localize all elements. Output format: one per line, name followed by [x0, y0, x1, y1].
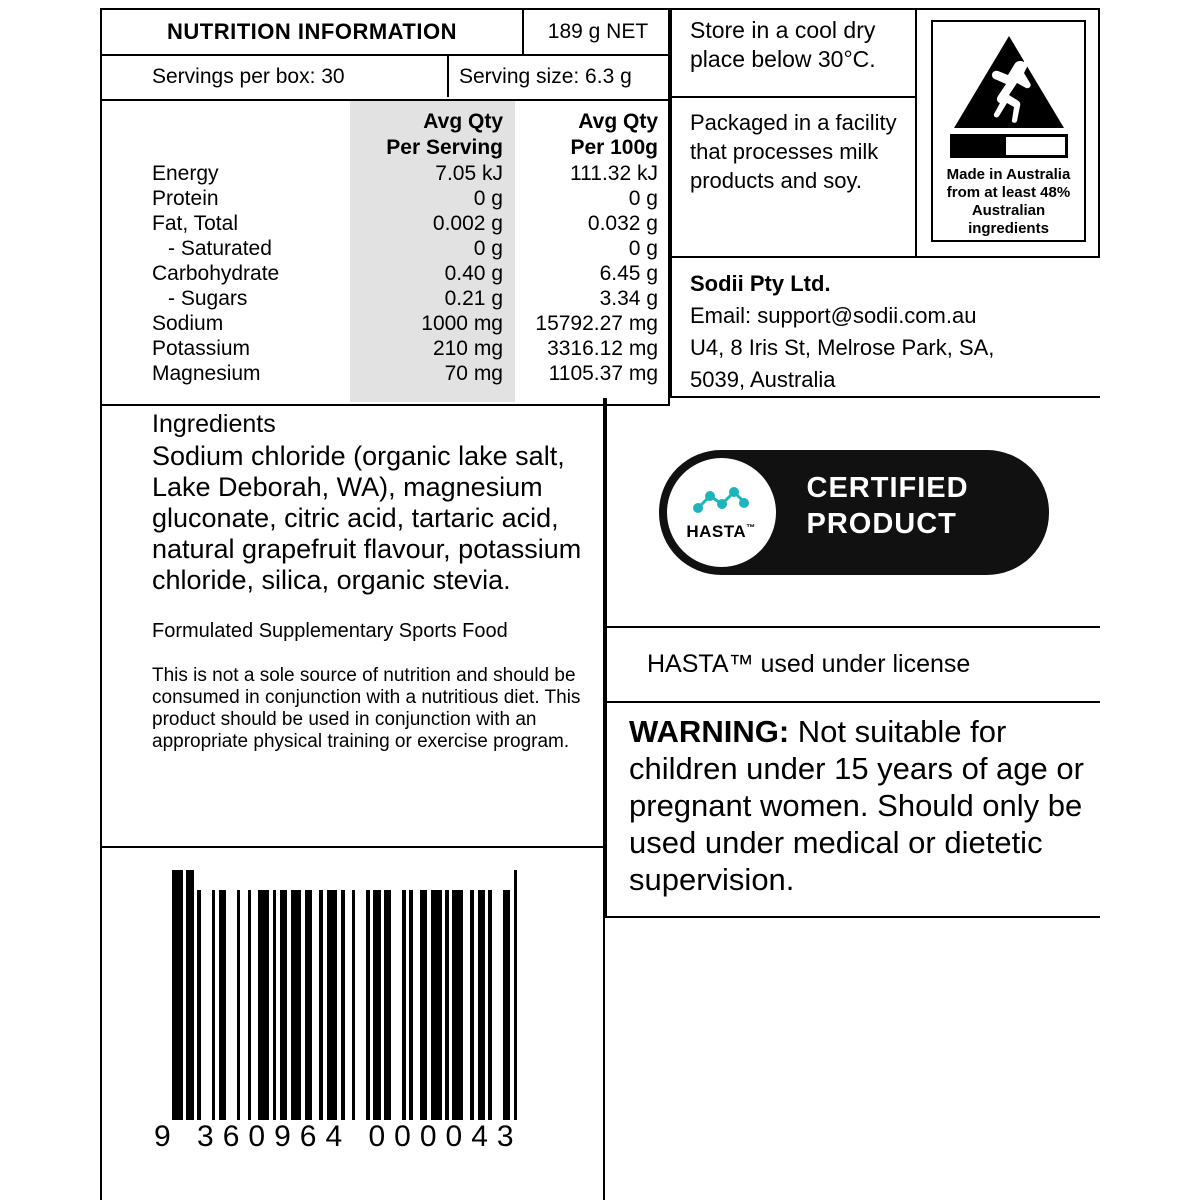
storage-instructions: Store in a cool dry place below 30°C. [670, 8, 915, 98]
hasta-badge-text [807, 470, 969, 542]
per-serving-header-line1: Avg Qty [423, 110, 503, 133]
hasta-brand: HASTA™ [686, 522, 756, 541]
nutrient-per-100g: 15792.27 mg [535, 312, 658, 335]
origin-percentage-bar [950, 134, 1068, 158]
table-row [102, 311, 672, 336]
hasta-certification-section [605, 398, 1100, 628]
nutrient-per-100g: 0.032 g [587, 212, 658, 235]
nutrient-rows [102, 161, 672, 386]
nutrient-per-100g: 0 g [628, 237, 658, 260]
per-100g-header [515, 109, 670, 161]
nutrient-per-serving: 7.05 kJ [435, 162, 503, 185]
nutrition-disclaimer: This is not a sole source of nutrition and should be consumed in conjunction with a nutritious diet. This product should be used in conjunction with an appropriate physical training or exercise program. [152, 665, 581, 752]
nutrient-per-serving: 1000 mg [421, 312, 503, 335]
nutrient-name: - Saturated [168, 237, 272, 260]
table-row [102, 161, 672, 186]
table-row [102, 361, 672, 386]
table-row [102, 336, 672, 361]
barcode-digits: 9 360964 000043 [154, 1120, 523, 1153]
ingredients-text: Sodium chloride (organic lake salt, Lake Deborah, WA), magnesium gluconate, citric acid, tartaric acid, natural grapefruit flavour, potassium chloride, silica, organic stevia. [152, 441, 582, 595]
per-100g-header-line2: Per 100g [570, 136, 658, 159]
nutrient-name: Sodium [152, 312, 224, 335]
nutrient-per-serving: 0.002 g [432, 212, 503, 235]
hasta-logo-circle [661, 452, 782, 573]
table-row [102, 286, 672, 311]
company-address-line2: 5039, Australia [690, 367, 836, 392]
nutrient-per-serving: 0.40 g [444, 262, 503, 285]
nip-table [100, 101, 670, 406]
table-row [102, 236, 672, 261]
per-serving-header [350, 109, 515, 161]
kangaroo-triangle-icon [950, 32, 1068, 132]
nutrient-name: - Sugars [168, 287, 248, 310]
nutrient-name: Potassium [152, 337, 251, 360]
servings-per-box: Servings per box: 30 [152, 64, 345, 88]
formulated-food-classification: Formulated Supplementary Sports Food [152, 620, 508, 642]
hasta-badge-line2: PRODUCT [806, 507, 957, 540]
nip-net-weight: 189 g NET [522, 10, 672, 54]
nutrient-per-100g: 3.34 g [599, 287, 658, 310]
company-email: Email: support@sodii.com.au [690, 303, 977, 328]
nutrient-per-100g: 6.45 g [599, 262, 658, 285]
nutrient-name: Fat, Total [152, 212, 238, 235]
per-serving-header-line2: Per Serving [386, 136, 503, 159]
nip-servings-row [100, 56, 670, 101]
company-details [670, 258, 1100, 398]
barcode-image [172, 870, 542, 1120]
company-name: Sodii Pty Ltd. [690, 271, 831, 296]
nip-title: NUTRITION INFORMATION [167, 19, 457, 44]
warning-statement [605, 703, 1100, 918]
nutrient-per-100g: 0 g [628, 187, 658, 210]
allergen-facility-statement: Packaged in a facility that processes milk products and soy. [670, 98, 915, 258]
serving-size: Serving size: 6.3 g [447, 56, 672, 97]
table-row [102, 261, 672, 286]
barcode-section [100, 848, 605, 1200]
ingredients-heading: Ingredients [152, 410, 276, 438]
nutrient-name: Carbohydrate [152, 262, 280, 285]
nip-title-row [100, 8, 670, 56]
nutrient-per-serving: 0.21 g [444, 287, 503, 310]
ingredients-section [100, 398, 605, 848]
nutrient-per-serving: 0 g [473, 187, 503, 210]
per-100g-header-line1: Avg Qty [578, 110, 658, 133]
nutrient-per-100g: 111.32 kJ [570, 162, 658, 185]
nutrient-per-serving: 0 g [473, 237, 503, 260]
hasta-dots-icon [686, 482, 756, 522]
nutrient-name: Protein [152, 187, 219, 210]
nutrient-per-serving: 70 mg [444, 362, 503, 385]
hasta-license-note: HASTA™ used under license [605, 628, 1100, 703]
country-of-origin-inner [931, 20, 1086, 242]
nutrient-per-100g: 3316.12 mg [547, 337, 658, 360]
nutrition-information-panel [100, 8, 670, 398]
country-of-origin-box [915, 8, 1100, 258]
country-of-origin-text: Made in Australia from at least 48% Australian ingredients [946, 166, 1071, 237]
hasta-badge-line1: CERTIFIED [806, 471, 969, 504]
nutrient-per-serving: 210 mg [432, 337, 503, 360]
warning-text: Not suitable for children under 15 years of age or pregnant women. Should only be used under medical or dietetic supervision. [629, 714, 1084, 897]
nutrient-per-100g: 1105.37 mg [548, 362, 658, 385]
table-row [102, 211, 672, 236]
company-address-line1: U4, 8 Iris St, Melrose Park, SA, [690, 335, 995, 360]
nutrient-name: Magnesium [152, 362, 261, 385]
warning-prefix: WARNING: [629, 714, 790, 749]
nutrient-name: Energy [152, 162, 219, 185]
hasta-certified-badge [659, 450, 1049, 575]
table-row [102, 186, 672, 211]
